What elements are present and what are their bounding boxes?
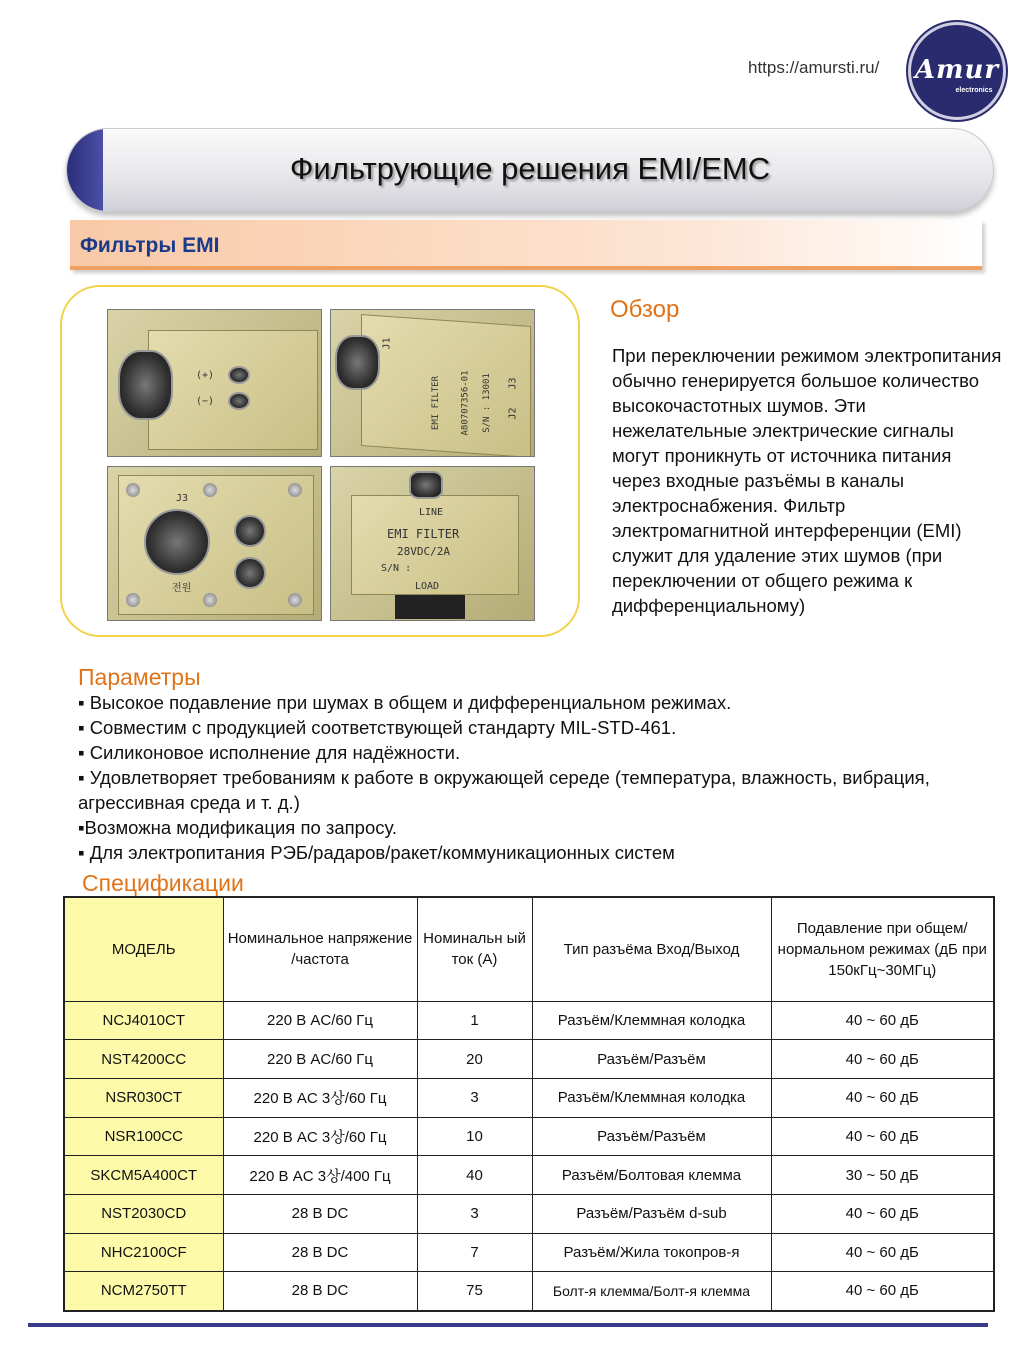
specifications-table bbox=[63, 896, 995, 1312]
product-photo-4 bbox=[330, 466, 535, 621]
logo-word: Amur bbox=[914, 55, 1000, 85]
overview-heading: Обзор bbox=[610, 296, 680, 323]
photo-label-serial: S/N : 13001 bbox=[481, 373, 492, 433]
cell-attenuation: 40 ~ 60 дБ bbox=[771, 1233, 994, 1272]
logo-subtitle: electronics bbox=[955, 87, 993, 94]
table-row bbox=[64, 1117, 994, 1156]
website-url[interactable]: https://amursti.ru/ bbox=[748, 58, 880, 77]
cell-voltage: 220 В AC 3상/60 Гц bbox=[223, 1078, 417, 1117]
cell-voltage: 220 В AC/60 Гц bbox=[223, 1040, 417, 1079]
cell-attenuation: 40 ~ 60 дБ bbox=[771, 1117, 994, 1156]
cell-voltage: 28 В DC bbox=[223, 1194, 417, 1233]
cell-current: 1 bbox=[417, 1001, 532, 1040]
cell-current: 75 bbox=[417, 1272, 532, 1311]
cell-current: 3 bbox=[417, 1194, 532, 1233]
photo-label-j1: J1 bbox=[381, 337, 393, 350]
parameter-item: ▪ Удовлетворяет требованиям к работе в окружающей середе (температура, влажность, вибрация, агрессивная среда и т. д.) bbox=[78, 767, 930, 813]
cell-voltage: 220 В AC/60 Гц bbox=[223, 1001, 417, 1040]
photo-label-j3-top: J3 bbox=[176, 493, 189, 504]
cell-attenuation: 40 ~ 60 дБ bbox=[771, 1272, 994, 1311]
cell-model: NST2030CD bbox=[64, 1194, 223, 1233]
parameter-item: ▪ Для электропитания РЭБ/радаров/ракет/коммуникационных систем bbox=[78, 842, 675, 863]
product-photo-2 bbox=[330, 309, 535, 457]
cell-model: NCJ4010CT bbox=[64, 1001, 223, 1040]
header-current: Номинальн ый ток (А) bbox=[417, 897, 532, 1001]
parameter-item: ▪Возможна модификация по запросу. bbox=[78, 817, 398, 838]
parameter-item: ▪ Совместим с продукцией соответствующей стандарту MIL-STD-461. bbox=[78, 717, 677, 738]
cell-attenuation: 40 ~ 60 дБ bbox=[771, 1078, 994, 1117]
cell-voltage: 28 В DC bbox=[223, 1272, 417, 1311]
photo-label-part-number: A80707356-01 bbox=[460, 370, 471, 436]
cell-attenuation: 30 ~ 50 дБ bbox=[771, 1156, 994, 1195]
photo-label-rating: 28VDC/2A bbox=[397, 545, 450, 558]
cell-attenuation: 40 ~ 60 дБ bbox=[771, 1001, 994, 1040]
overview-text: При переключении режимом электропитания обычно генерируется большое количество высокочастотных шумов. Эти нежелательные электрические сигналы могут проникнуть от источника питания через входные разъёмы в каналы электроснабжения. Фильтр электромагнитной интерференции (EMI) служит для удаление этих шумов (при переключении от общего режима к дифференциальному) bbox=[612, 345, 1002, 616]
header-model: МОДЕЛЬ bbox=[64, 897, 223, 1001]
cell-attenuation: 40 ~ 60 дБ bbox=[771, 1040, 994, 1079]
table-row bbox=[64, 1040, 994, 1079]
table-row bbox=[64, 1194, 994, 1233]
parameters-heading: Параметры bbox=[78, 664, 201, 690]
photo-label-j3: J3 bbox=[507, 377, 519, 390]
photo-label-j2: J2 bbox=[507, 407, 519, 420]
cell-connector: Разъём/Клеммная колодка bbox=[532, 1078, 771, 1117]
page-title-banner bbox=[66, 128, 994, 212]
photo-label-line: LINE bbox=[419, 507, 444, 518]
specifications-heading: Спецификации bbox=[82, 870, 244, 896]
header-connector: Тип разъёма Вход/Выход bbox=[532, 897, 771, 1001]
product-photo-3 bbox=[107, 466, 322, 621]
parameter-item: ▪ Высокое подавление при шумах в общем и дифференциальном режимах. bbox=[78, 692, 732, 713]
table-row bbox=[64, 1233, 994, 1272]
parameters-list bbox=[78, 690, 998, 865]
cell-current: 20 bbox=[417, 1040, 532, 1079]
footer-divider bbox=[28, 1323, 988, 1327]
photo-label-minus: (−) bbox=[196, 396, 215, 407]
cell-connector: Разъём/Жила токопров-я bbox=[532, 1233, 771, 1272]
cell-connector: Разъём/Болтовая клемма bbox=[532, 1156, 771, 1195]
cell-connector: Разъём/Разъём bbox=[532, 1117, 771, 1156]
photo-label-emi-filter-2: EMI FILTER bbox=[387, 527, 460, 541]
photo-label-emi-filter: EMI FILTER bbox=[431, 375, 442, 431]
table-row bbox=[64, 1001, 994, 1040]
cell-model: NSR030CT bbox=[64, 1078, 223, 1117]
cell-voltage: 220 В AC 3상/60 Гц bbox=[223, 1117, 417, 1156]
cell-attenuation: 40 ~ 60 дБ bbox=[771, 1194, 994, 1233]
cell-model: NCM2750TT bbox=[64, 1272, 223, 1311]
cell-current: 40 bbox=[417, 1156, 532, 1195]
parameter-item: ▪ Силиконовое исполнение для надёжности. bbox=[78, 742, 461, 763]
product-photo-1 bbox=[107, 309, 322, 457]
photo-label-plus: (+) bbox=[196, 370, 215, 381]
cell-current: 7 bbox=[417, 1233, 532, 1272]
cell-connector: Разъём/Разъём bbox=[532, 1040, 771, 1079]
section-title: Фильтры EMI bbox=[80, 234, 220, 257]
cell-current: 10 bbox=[417, 1117, 532, 1156]
amur-logo bbox=[908, 22, 1006, 120]
cell-model: SKCM5A400CT bbox=[64, 1156, 223, 1195]
table-row bbox=[64, 1156, 994, 1195]
cell-connector: Разъём/Разъём d-sub bbox=[532, 1194, 771, 1233]
page-title: Фильтрующие решения EMI/EMC bbox=[289, 151, 771, 186]
table-header-row bbox=[64, 897, 994, 1001]
cell-voltage: 220 В AC 3상/400 Гц bbox=[223, 1156, 417, 1195]
cell-model: NHC2100CF bbox=[64, 1233, 223, 1272]
table-row bbox=[64, 1272, 994, 1311]
photo-label-power: 전원 bbox=[172, 583, 192, 594]
cell-model: NSR100CC bbox=[64, 1117, 223, 1156]
section-header bbox=[70, 220, 982, 270]
cell-voltage: 28 В DC bbox=[223, 1233, 417, 1272]
table-row bbox=[64, 1078, 994, 1117]
cell-connector: Болт-я клемма/Болт-я клемма bbox=[532, 1272, 771, 1311]
cell-model: NST4200CC bbox=[64, 1040, 223, 1079]
cell-connector: Разъём/Клеммная колодка bbox=[532, 1001, 771, 1040]
photo-label-load: LOAD bbox=[415, 581, 440, 592]
header-voltage: Номинальное напряжение /частота bbox=[223, 897, 417, 1001]
cell-current: 3 bbox=[417, 1078, 532, 1117]
header-attenuation: Подавление при общем/нормальном режимах (дБ при 150кГц~30МГц) bbox=[771, 897, 994, 1001]
photo-label-sn: S/N : bbox=[381, 563, 412, 574]
